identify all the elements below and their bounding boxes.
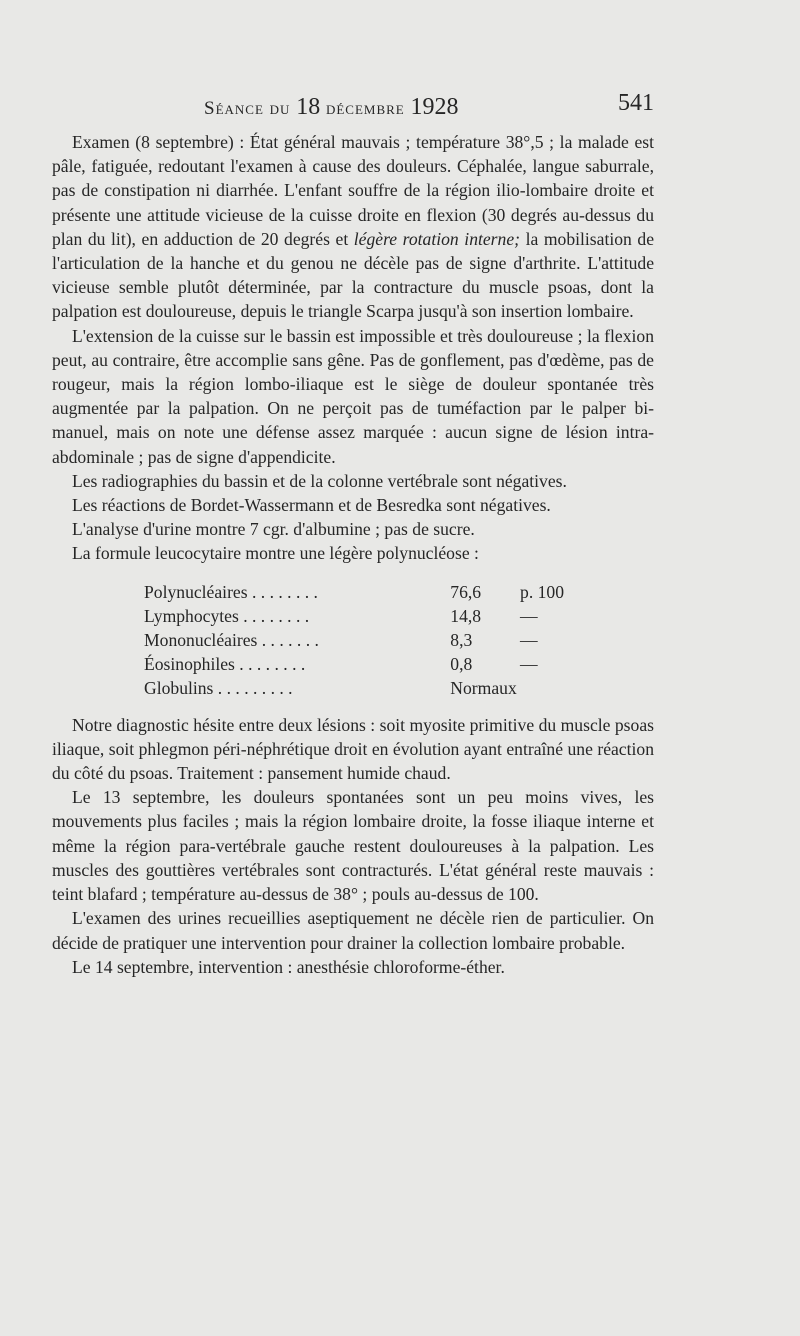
cell-name: Mononucléaires . . . . . . .: [144, 630, 319, 651]
cell-value: 76,6: [450, 581, 482, 602]
paragraph-urines: L'examen des urines recueillies aseptiquement ne décèle rien de particulier. On décide de pratiquer une intervention pour drainer la collection lombaire probable.: [52, 908, 654, 953]
table-row: [144, 580, 564, 604]
paragraph-formule: La formule leucocytaire montre une légère polynucléose :: [72, 543, 479, 564]
paragraph-examen-a: Examen (8 septembre) : État général mauvais ; température 38°,5 ; la malade est pâle, fatiguée, redoutant l'examen à cause des douleurs. Céphalée, langue saburrale, pas de constipation ni diarrhée. L'enfant souffre de la région ilio-lombaire droite et présente une attitude vicieuse de la cuisse droite en flexion (30 degrés au-dessus du plan du lit), en adduction de 20 degrés et: [52, 132, 654, 249]
paragraph-examen-b: la mobilisation de l'articulation de la hanche et du genou ne décèle pas de signe d'arthrite. L'attitude vicieuse semble plutôt déterminée, par la contracture du muscle psoas, dont la palpation est douloureuse, depuis le triangle Scarpa jusqu'à son insertion lombaire.: [52, 228, 654, 322]
page-number: 541: [618, 90, 654, 116]
header-title-pre: Séance du: [204, 98, 297, 119]
paragraph-urine: L'analyse d'urine montre 7 cgr. d'albumine ; pas de sucre.: [72, 519, 475, 540]
cell-value: 0,8: [450, 654, 473, 675]
cell-name: Lymphocytes . . . . . . . .: [144, 605, 310, 626]
running-header: [60, 90, 654, 122]
cell-name: Polynucléaires . . . . . . . .: [144, 581, 318, 602]
cell-unit: —: [520, 630, 538, 651]
paragraph-radiographies: Les radiographies du bassin et de la colonne vertébrale sont négatives.: [72, 470, 567, 491]
paragraph-examen-emphasis: légère rotation interne;: [353, 228, 520, 249]
header-title-day: 18: [296, 94, 321, 120]
table-row: [144, 652, 564, 676]
cell-value: Normaux: [450, 678, 517, 699]
cell-unit: p. 100: [520, 581, 564, 602]
cell-unit: —: [520, 605, 538, 626]
header-title-year: 1928: [410, 94, 459, 120]
paragraph-diagnostic: Notre diagnostic hésite entre deux lésions : soit myosite primitive du muscle psoas iliaque, soit phlegmon péri-néphrétique droit en évolution ayant entraîné une réaction du côté du psoas. Traitement : pansement humide chaud.: [52, 714, 654, 784]
header-title: [204, 94, 458, 121]
leucocyte-formula-table: [144, 580, 564, 701]
table-row: [144, 628, 564, 652]
table-row: [144, 604, 564, 628]
cell-name: Éosinophiles . . . . . . . .: [144, 654, 306, 675]
table-row: [144, 676, 564, 700]
paragraph-reactions: Les réactions de Bordet-Wassermann et de Besredka sont négatives.: [72, 495, 551, 516]
cell-value: 8,3: [450, 630, 473, 651]
cell-unit: —: [520, 654, 538, 675]
paragraph-examen: [52, 130, 654, 324]
cell-unit: [520, 676, 564, 700]
cell-value: 14,8: [450, 605, 482, 626]
body-text: [52, 130, 654, 979]
paragraph-extension: L'extension de la cuisse sur le bassin est impossible et très douloureuse ; la flexion peut, au contraire, être accomplie sans gêne. Pas de gonflement, pas d'œdème, pas de rougeur, mais la région lombo-iliaque est le siège de douleur spontanée très augmentée par la palpation. On ne perçoit pas de tuméfaction par le palper bi-manuel, mais on note une défense assez marquée : aucun signe de lésion intra-abdominale ; pas de signe d'appendicite.: [52, 325, 654, 467]
paragraph-13-septembre: Le 13 septembre, les douleurs spontanées sont un peu moins vives, les mouvements plus faciles ; mais la région lombaire droite, la fosse iliaque interne et même la région para-vertébrale gauche restent douloureuses à la palpation. Les muscles des gouttières vertébrales sont contracturés. L'état général reste mauvais : teint blafard ; température au-dessus de 38° ; pouls au-dessus de 100.: [52, 787, 654, 905]
paragraph-14-septembre: Le 14 septembre, intervention : anesthésie chloroforme-éther.: [72, 956, 505, 977]
cell-name: Globulins . . . . . . . . .: [144, 678, 293, 699]
header-title-mid: décembre: [320, 98, 411, 119]
